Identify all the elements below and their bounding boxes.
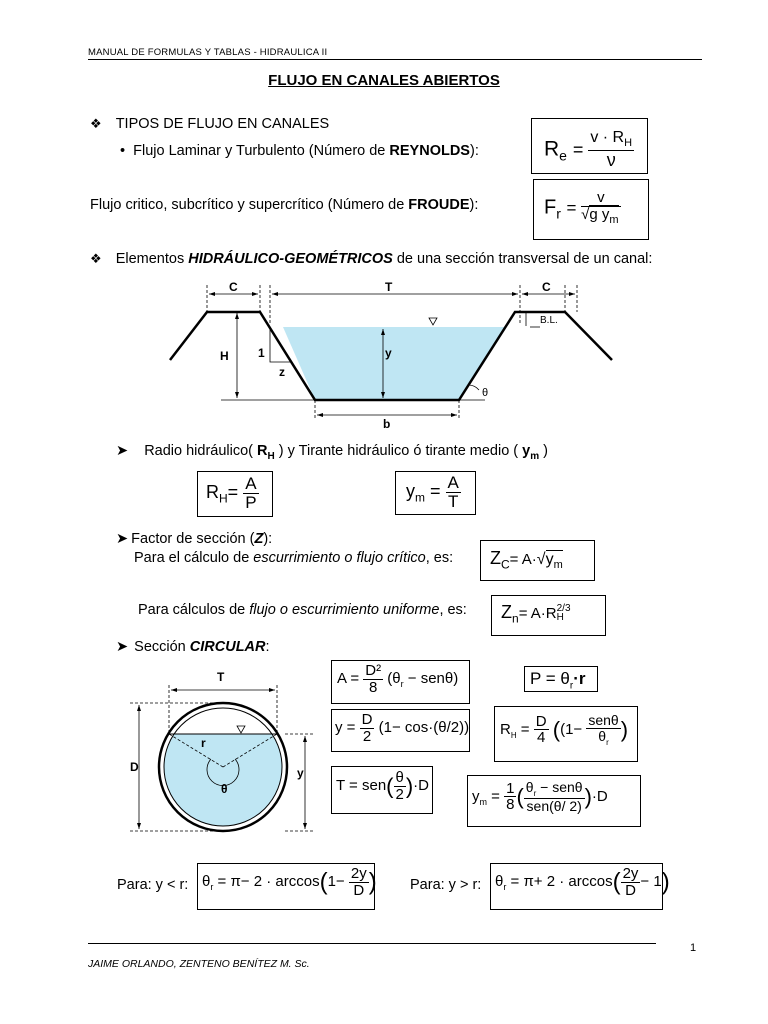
zc-formula: $Z_C= A\cdot√y_m$ xyxy=(480,540,595,581)
label-b: b xyxy=(383,417,391,431)
theta-formula-y-greater-r: $\theta_r = \pi+ 2 \cdot \arccos$( $\frac{2y}{D}$ − 1) xyxy=(490,863,663,910)
diamond-bullet-icon: ❖ xyxy=(90,116,102,131)
theta-formula-y-less-r: $\theta_r = \pi- 2 \cdot \arccos(1-$ $\frac{2y}{D}$ ) xyxy=(197,863,375,910)
circular-section-diagram xyxy=(125,665,325,835)
perimeter-circular-formula: $P = \theta_r\cdot r$ xyxy=(524,666,598,692)
header-rule xyxy=(88,59,702,60)
label-h: H xyxy=(220,349,229,363)
rh-formula: $R_H=$ $\frac{A}{P}$ xyxy=(197,471,273,517)
section-elementos: ❖ Elementos HIDRÁULICO-GEOMÉTRICOS de una sección transversal de un canal: xyxy=(90,251,653,267)
label-bl: B.L. xyxy=(540,315,558,326)
arrow-bullet-icon: ➤ xyxy=(116,531,129,547)
area-circular-formula: A = $\frac{\text{D²}}{8}$ $(\theta_r - sen\theta)$ xyxy=(331,660,470,704)
factor-uniforme-text: Para cálculos de flujo o escurrimiento uniforme, es: xyxy=(138,602,467,618)
label-z: z xyxy=(279,365,285,379)
radio-hidraulico-text: ➤ Radio hidráulico( $R_H$ ) y Tirante hidráulico ó tirante medio ( $y_m$ ) xyxy=(116,443,549,462)
label-c-left: C xyxy=(229,280,238,294)
rh-circular-formula: $R_H$ = $\frac{D}{4}$ ((1− $\frac{\text{senθ}}{\theta_r}$ ) xyxy=(494,706,638,762)
zn-formula: $Z_n= A\cdot R$ 2/3 H xyxy=(491,595,606,636)
footer-author: JAIME ORLANDO, ZENTENO BENÍTEZ M. Sc. xyxy=(88,958,310,970)
running-header: MANUAL DE FORMULAS Y TABLAS - HIDRAULICA II xyxy=(88,47,328,58)
section-tipos-flujo xyxy=(90,116,329,132)
factor-critico-text: Para el cálculo de escurrimiento o flujo crítico, es: xyxy=(134,550,454,566)
t-circular-formula: T = sen( $\frac{\theta}{2}$ )·D xyxy=(331,766,433,814)
label-y: y xyxy=(297,766,304,780)
page-number: 1 xyxy=(690,942,697,954)
reynolds-formula: $R_e$ = $\frac{v \cdot R_H}{\nu}$ xyxy=(531,118,648,174)
factor-seccion-heading: ➤ Factor de sección (Z): xyxy=(116,531,273,547)
label-t: T xyxy=(217,670,225,684)
label-d: D xyxy=(130,760,139,774)
condition-y-greater-r-label: Para: y > r: xyxy=(410,877,482,893)
ym-circular-formula: $y_m$ = $\frac{1}{8}$ ( $\frac{\theta_r - sen\theta}{\text{sen(θ/ 2)}}$ )·D xyxy=(467,775,641,827)
condition-y-less-r-label: Para: y < r: xyxy=(117,877,189,893)
water-surface-icon xyxy=(429,318,437,325)
label-theta: θ xyxy=(221,782,228,796)
froude-formula: $F_r$ = $\frac{v}{√g y_m}$ xyxy=(533,179,649,240)
sqrt-icon: √ xyxy=(536,551,546,568)
sqrt-icon: √ xyxy=(581,205,590,223)
label-theta: θ xyxy=(482,387,489,399)
ym-formula: $y_m$ = $\frac{A}{T}$ xyxy=(395,471,476,515)
reynolds-item: • Flujo Laminar y Turbulento (Número de REYNOLDS): xyxy=(120,143,479,159)
label-t: T xyxy=(385,280,393,294)
page-title: FLUJO EN CANALES ABIERTOS xyxy=(268,72,500,89)
tirante-circular-formula: y = $\frac{D}{2}$ (1− cos·(θ/2)) xyxy=(331,709,470,752)
water-area xyxy=(283,327,506,400)
seccion-circular-heading: ➤ Sección CIRCULAR: xyxy=(116,639,270,655)
label-y: y xyxy=(385,346,392,360)
section-heading: TIPOS DE FLUJO EN CANALES xyxy=(115,116,330,132)
footer-rule xyxy=(88,943,656,944)
label-c-right: C xyxy=(542,280,551,294)
dot-bullet-icon: • xyxy=(120,143,126,159)
trapezoidal-channel-diagram xyxy=(165,275,625,435)
label-one: 1 xyxy=(258,346,265,360)
froude-text: Flujo critico, subcrítico y supercrítico (Número de FROUDE): xyxy=(90,197,479,213)
label-r: r xyxy=(201,736,206,750)
diamond-bullet-icon: ❖ xyxy=(90,251,102,266)
water-surface-icon xyxy=(237,726,245,733)
arrow-bullet-icon: ➤ xyxy=(116,443,129,459)
arrow-bullet-icon: ➤ xyxy=(116,639,129,655)
